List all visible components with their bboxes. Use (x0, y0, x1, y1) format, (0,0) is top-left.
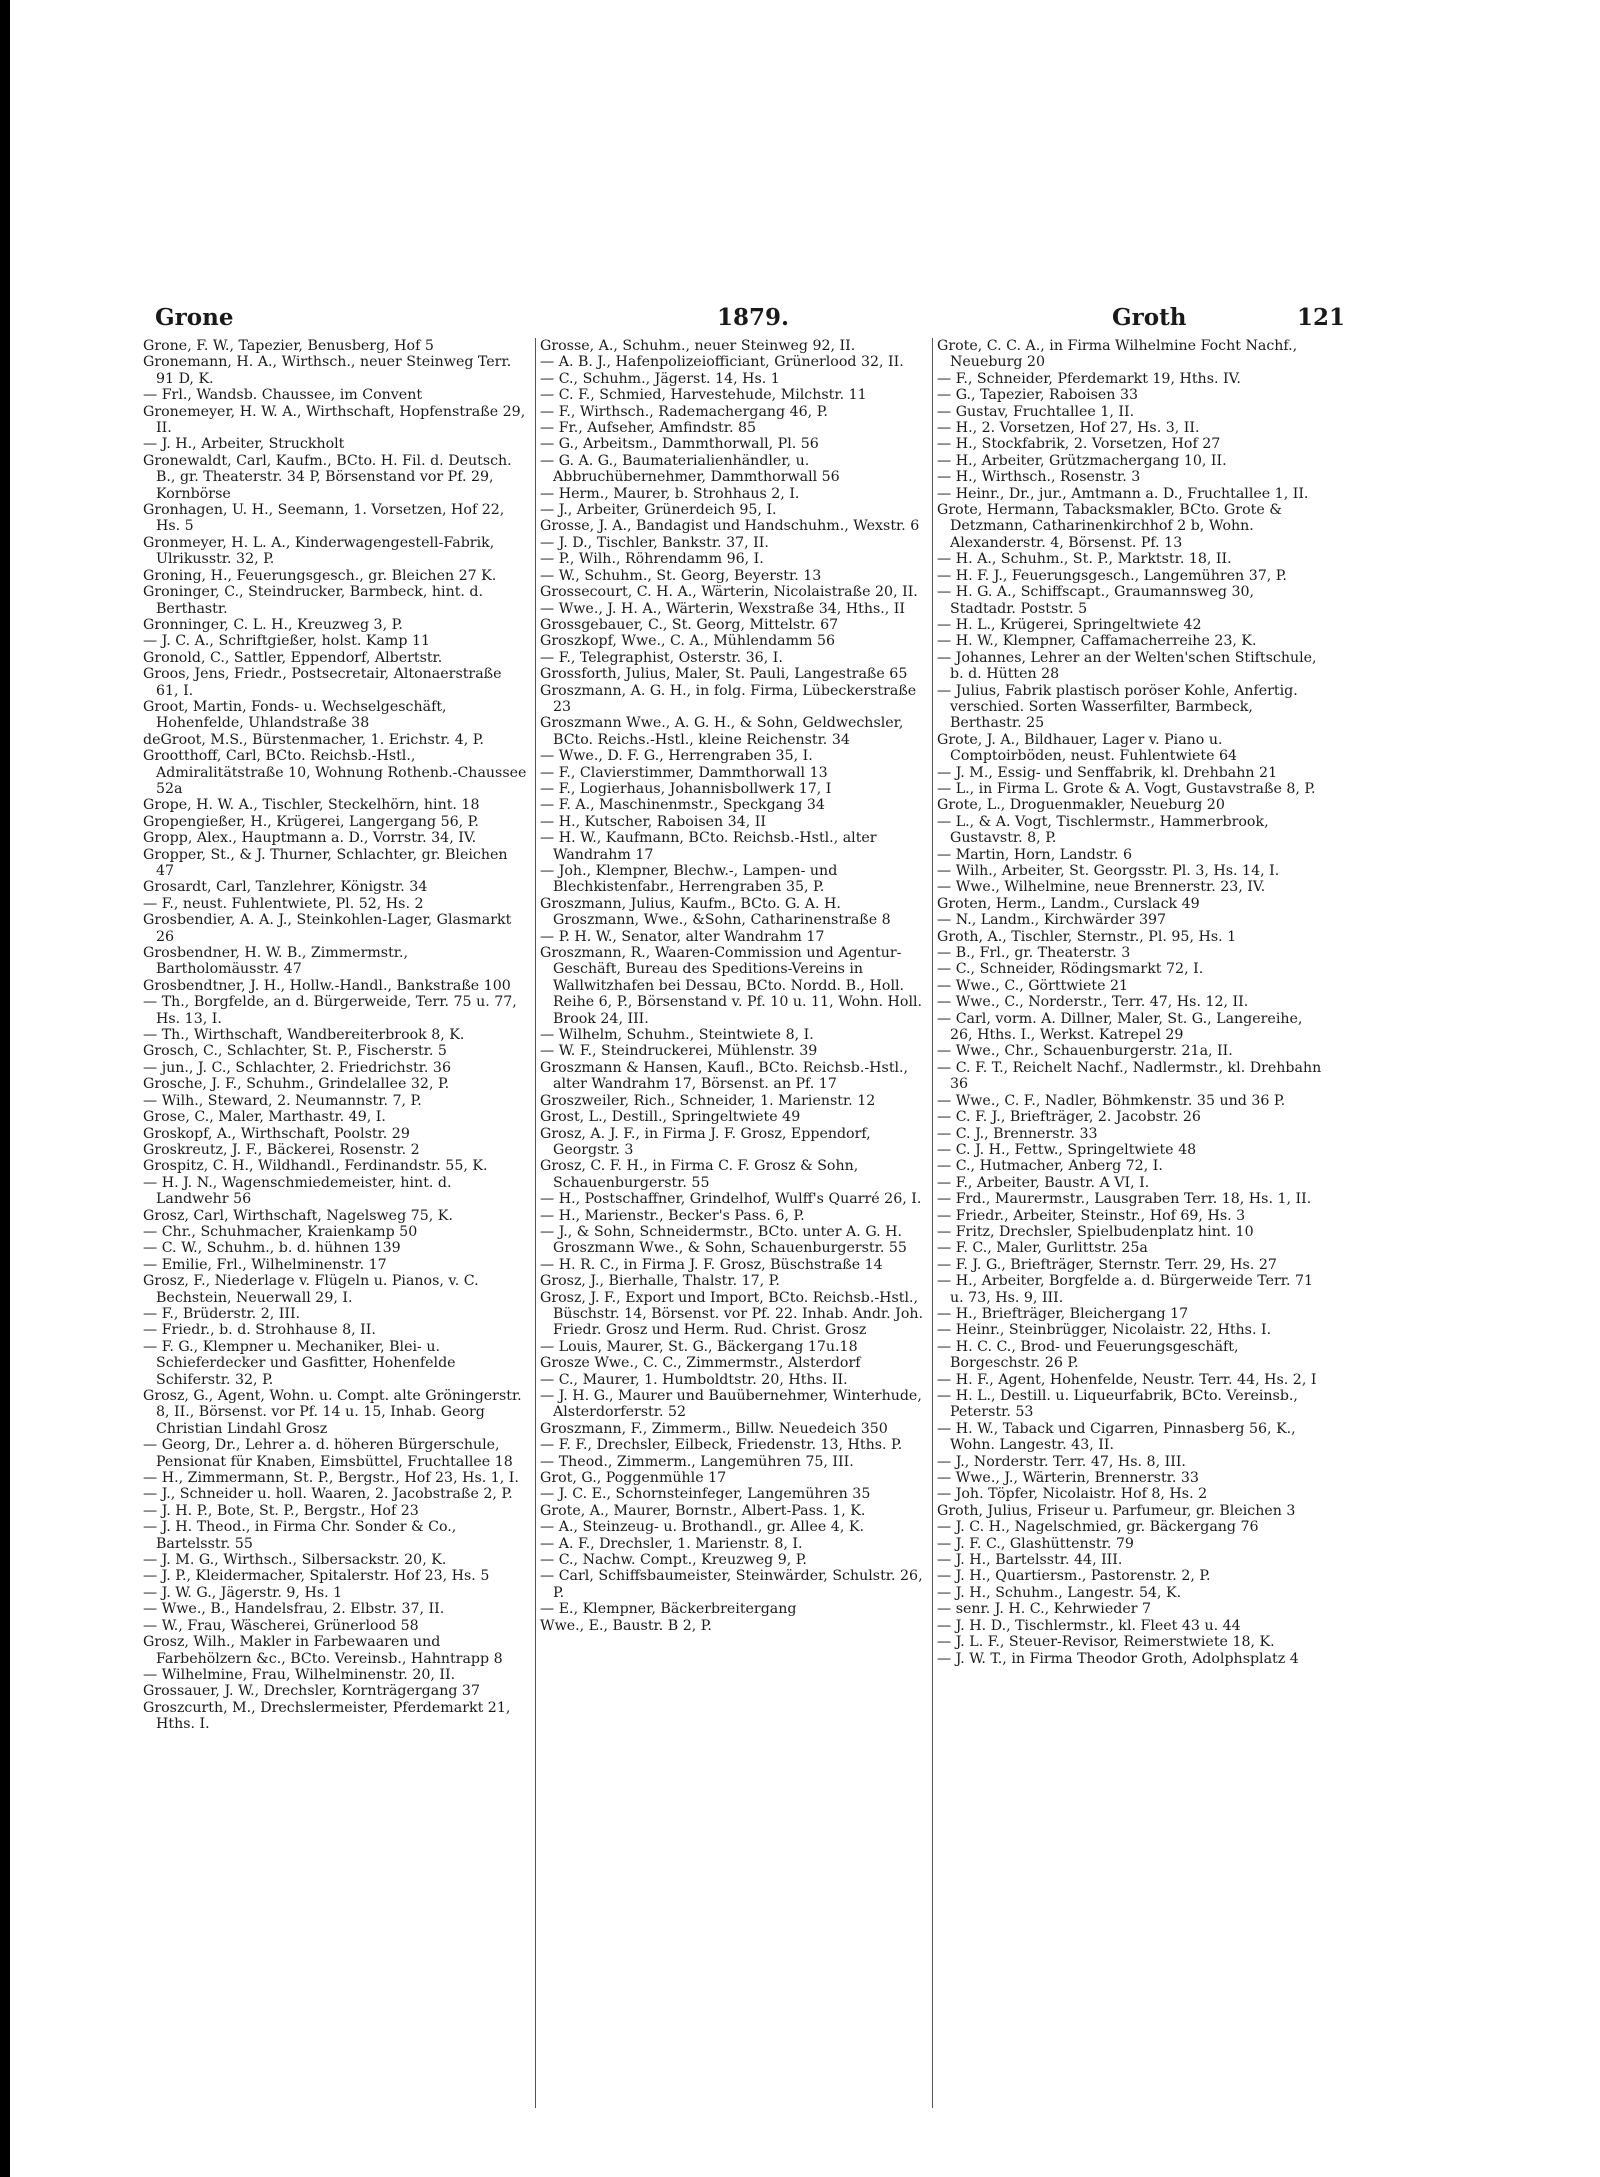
directory-entry: — H., Marienstr., Becker's Pass. 6, P. (540, 1207, 805, 1224)
directory-entry: — Theod., Zimmerm., Langemühren 75, III. (540, 1453, 854, 1470)
directory-entry: Gronhagen, U. H., Seemann, 1. Vorsetzen, Hof 22, Hs. 5 (143, 502, 505, 535)
directory-entry: — C. J. H., Fettw., Springeltwiete 48 (937, 1141, 1197, 1158)
directory-entry: Groszweiler, Rich., Schneider, 1. Marienstr. 12 (540, 1092, 876, 1109)
directory-entry: Grosche, J. F., Schuhm., Grindelallee 32, P. (143, 1076, 450, 1093)
directory-entry: — J. F. C., Glashüttenstr. 79 (937, 1535, 1134, 1552)
directory-entry: Grote, Hermann, Tabacksmakler, BCto. Grote & Detzmann, Catharinenkirchhof 2 b, Wohn. Alexanderstr. 4, Börsenst. Pf. 13 (937, 502, 1282, 551)
directory-entry: — J. D., Tischler, Bankstr. 37, II. (540, 534, 769, 551)
directory-entry: — F., Logierhaus, Johannisbollwerk 17, I (540, 780, 832, 797)
directory-entry: — Wwe., Wilhelmine, neue Brennerstr. 23, IV. (937, 879, 1266, 896)
directory-entry: — Frd., Maurermstr., Lausgraben Terr. 18, Hs. 1, II. (937, 1191, 1312, 1208)
column-1 (143, 338, 528, 2118)
directory-entry: Grote, J. A., Bildhauer, Lager v. Piano u. Comptoirböden, neust. Fuhlentwiete 64 (937, 731, 1238, 765)
directory-entry: — H., Arbeiter, Borgfelde a. d. Bürgerweide Terr. 71 u. 73, Hs. 9, III. (937, 1273, 1314, 1306)
directory-entry: — Wilh., Arbeiter, St. Georgsstr. Pl. 3, Hs. 14, I. (937, 863, 1280, 879)
directory-entry: — Carl, vorm. A. Dillner, Maler, St. G., Langereihe, 26, Hths. I., Werkst. Katrepel 29 (937, 1010, 1303, 1044)
directory-entry: — Heinr., Steinbrügger, Nicolaistr. 22, Hths. I. (937, 1322, 1272, 1339)
directory-entry: — C., Schneider, Rödingsmarkt 72, I. (937, 961, 1204, 978)
directory-entry: — Th., Wirthschaft, Wandbereiterbrook 8, K. (143, 1027, 465, 1044)
directory-entry: — H., Zimmermann, St. P., Bergstr., Hof 23, Hs. 1, I. (143, 1470, 519, 1487)
directory-entry: — J. W. T., in Firma Theodor Groth, Adolphsplatz 4 (937, 1650, 1299, 1667)
directory-entry: — H. A., Schuhm., St. P., Marktstr. 18, II. (937, 551, 1232, 568)
directory-entry: — Herm., Maurer, b. Strohhaus 2, I. (540, 485, 800, 502)
directory-entry: Grote, A., Maurer, Bornstr., Albert-Pass. 1, K. (540, 1502, 866, 1519)
directory-entry: — H., 2. Vorsetzen, Hof 27, Hs. 3, II. (937, 420, 1200, 437)
column-2 (540, 338, 925, 2118)
directory-entry: Grosz, C. F. H., in Firma C. F. Grosz & Sohn, Schauenburgerstr. 55 (540, 1158, 859, 1191)
directory-entry: Gronninger, C. L. H., Kreuzweg 3, P. (143, 616, 403, 633)
directory-entry: — G., Tapezier, Raboisen 33 (937, 387, 1139, 404)
column-3 (937, 338, 1322, 2118)
directory-entry: — Gustav, Fruchtallee 1, II. (937, 403, 1135, 420)
directory-entry: Groszmann, Julius, Kaufm., BCto. G. A. H. Groszmann, Wwe., &Sohn, Catharinenstraße 8 (540, 895, 891, 929)
directory-entry: — jun., J. C., Schlachter, 2. Friedrichstr. 36 (143, 1059, 451, 1076)
directory-entry: — C. F., Schmied, Harvestehude, Milchstr. 11 (540, 387, 867, 404)
directory-entry: Grosch, C., Schlachter, St. P., Fischerstr. 5 (143, 1043, 447, 1060)
directory-entry: — Heinr., Dr., jur., Amtmann a. D., Fruchtallee 1, II. (937, 485, 1309, 502)
directory-entry: — Wwe., J., Wärterin, Brennerstr. 33 (937, 1470, 1199, 1487)
directory-entry: — P. H. W., Senator, alter Wandrahm 17 (540, 928, 825, 945)
directory-entry: — F. G., Klempner u. Mechaniker, Blei- u. Schieferdecker und Gasfitter, Hohenfelde Schiferstr. 32, P. (143, 1338, 456, 1388)
directory-entry: — H., Briefträger, Bleichergang 17 (937, 1305, 1189, 1322)
directory-entry: — H. F. J., Feuerungsgesch., Langemühren 37, P. (937, 567, 1287, 584)
directory-entry: Grone, F. W., Tapezier, Benusberg, Hof 5 (143, 338, 434, 354)
directory-entry: — Wwe., C., Görttwiete 21 (937, 977, 1129, 994)
directory-entry: — J. M. G., Wirthsch., Silbersackstr. 20, K. (143, 1552, 447, 1569)
directory-entry: — H., Postschaffner, Grindelhof, Wulff's Quarré 26, I. (540, 1191, 922, 1208)
directory-entry: — H. G. A., Schiffscapt., Graumannsweg 30, Stadtadr. Poststr. 5 (937, 584, 1255, 617)
directory-entry: — J. M., Essig- und Senffabrik, kl. Drehbahn 21 (937, 764, 1278, 781)
directory-entry: Groth, Julius, Friseur u. Parfumeur, gr. Bleichen 3 (937, 1502, 1296, 1519)
directory-entry: Gronemeyer, H. W. A., Wirthschaft, Hopfenstraße 29, II. (143, 403, 526, 437)
directory-entry: Gronmeyer, H. L. A., Kinderwagengestell-Fabrik, Ulrikusstr. 32, P. (143, 534, 495, 568)
directory-entry: — H., Arbeiter, Grützmachergang 10, II. (937, 452, 1227, 469)
directory-entry: — C., Nachw. Compt., Kreuzweg 9, P. (540, 1552, 807, 1569)
directory-entry: Groszmann & Hansen, Kaufl., BCto. Reichsb.-Hstl., alter Wandrahm 17, Börsenst. an Pf. 17 (540, 1059, 909, 1093)
scan-edge-bar (0, 0, 10, 2177)
directory-entry: — J., & Sohn, Schneidermstr., BCto. unter A. G. H. Groszmann Wwe., & Sohn, Schauenburgerstr. 55 (540, 1223, 907, 1257)
directory-entry: — H. L., Destill. u. Liqueurfabrik, BCto. Vereinsb., Peterstr. 53 (937, 1388, 1298, 1421)
directory-entry: Grossecourt, C. H. A., Wärterin, Nicolaistraße 20, II. (540, 584, 918, 601)
directory-entry: — F., Clavierstimmer, Dammthorwall 13 (540, 764, 828, 781)
directory-entry: — Fritz, Drechsler, Spielbudenplatz hint. 10 (937, 1223, 1254, 1240)
directory-entry: — A. F., Drechsler, 1. Marienstr. 8, I. (540, 1535, 803, 1552)
header-right-keyword: Groth (1112, 304, 1187, 331)
directory-entry: Gronemann, H. A., Wirthsch., neuer Steinweg Terr. 91 D, K. (143, 354, 512, 387)
directory-entry: Groninger, C., Steindrucker, Barmbeck, hint. d. Berthastr. (143, 584, 484, 617)
directory-entry: — Wwe., C., Norderstr., Terr. 47, Hs. 12, II. (937, 994, 1249, 1011)
directory-entry: Gropengießer, H., Krügerei, Langergang 56, P. (143, 813, 479, 830)
directory-entry: — J., Arbeiter, Grünerdeich 95, I. (540, 502, 777, 519)
directory-entry: Grose, C., Maler, Marthastr. 49, I. (143, 1109, 386, 1126)
directory-entry: — N., Landm., Kirchwärder 397 (937, 912, 1167, 929)
directory-entry: — H. W., Taback und Cigarren, Pinnasberg 56, K., Wohn. Langestr. 43, II. (937, 1420, 1296, 1454)
directory-entry: — Wwe., Chr., Schauenburgerstr. 21a, II. (937, 1043, 1233, 1060)
directory-entry: Gronold, C., Sattler, Eppendorf, Albertstr. (143, 649, 443, 666)
directory-entry: — H. L., Krügerei, Springeltwiete 42 (937, 616, 1202, 633)
directory-entry: Grote, C. C. A., in Firma Wilhelmine Focht Nachf., Neueburg 20 (937, 338, 1298, 371)
directory-entry: — H. F., Agent, Hohenfelde, Neustr. Terr. 44, Hs. 2, I (937, 1371, 1317, 1388)
directory-entry: — Frl., Wandsb. Chaussee, im Convent (143, 387, 423, 404)
directory-entry: — F. A., Maschinenmstr., Speckgang 34 (540, 797, 825, 814)
directory-entry: — W. F., Steindruckerei, Mühlenstr. 39 (540, 1043, 818, 1060)
directory-entry: — C., Hutmacher, Anberg 72, I. (937, 1158, 1163, 1175)
directory-entry: — Carl, Schiffsbaumeister, Steinwärder, Schulstr. 26, P. (540, 1568, 923, 1601)
directory-entry: — J. H., Bartelsstr. 44, III. (937, 1552, 1123, 1569)
directory-entry: — Wwe., B., Handelsfrau, 2. Elbstr. 37, II. (143, 1601, 445, 1618)
directory-entry: Gropp, Alex., Hauptmann a. D., Vorrstr. 34, IV. (143, 830, 477, 847)
directory-page (135, 296, 1346, 2126)
directory-entry: — J. W. G., Jägerstr. 9, Hs. 1 (143, 1584, 343, 1601)
directory-entry: Grosz, J., Bierhalle, Thalstr. 17, P. (540, 1273, 780, 1290)
directory-entry: — E., Klempner, Bäckerbreitergang (540, 1601, 797, 1618)
directory-entry: Groszcurth, M., Drechslermeister, Pferdemarkt 21, Hths. I. (143, 1699, 511, 1733)
directory-entry: Grosse, A., Schuhm., neuer Steinweg 92, II. (540, 338, 856, 354)
header-left-keyword: Grone (155, 304, 234, 331)
directory-entry: — Chr., Schuhmacher, Kraienkamp 50 (143, 1223, 418, 1240)
directory-entry: — J. H. G., Maurer und Bauübernehmer, Winterhude, Alsterdorferstr. 52 (540, 1388, 922, 1421)
directory-entry: — Wwe., C. F., Nadler, Böhmkenstr. 35 und 36 P. (937, 1092, 1286, 1109)
directory-entry: — Joh. Töpfer, Nicolaistr. Hof 8, Hs. 2 (937, 1486, 1208, 1503)
directory-entry: — C. F. T., Reichelt Nachf., Nadlermstr., kl. Drehbahn 36 (937, 1059, 1322, 1093)
directory-entry: Groos, Jens, Friedr., Postsecretair, Altonaerstraße 61, I. (143, 666, 502, 699)
directory-entry: — J., Norderstr. Terr. 47, Hs. 8, III. (937, 1453, 1186, 1470)
directory-entry: — Wilhelm, Schuhm., Steintwiete 8, I. (540, 1027, 814, 1044)
directory-entry: Grosbendtner, J. H., Hollw.-Handl., Bankstraße 100 (143, 977, 511, 994)
directory-entry: Grosbendier, A. A. J., Steinkohlen-Lager, Glasmarkt 26 (143, 912, 512, 945)
directory-entry: Grosardt, Carl, Tanzlehrer, Königstr. 34 (143, 879, 428, 896)
directory-entry: — C., Maurer, 1. Humboldtstr. 20, Hths. II. (540, 1371, 848, 1388)
directory-entry: — F., Wirthsch., Rademachergang 46, P. (540, 403, 828, 420)
directory-entry: Grosse, J. A., Bandagist und Handschuhm., Wexstr. 6 (540, 518, 920, 535)
directory-entry: Gropper, St., & J. Thurner, Schlachter, gr. Bleichen 47 (143, 846, 508, 879)
directory-entry: — Emilie, Frl., Wilhelminenstr. 17 (143, 1256, 387, 1273)
directory-entry: Groning, H., Feuerungsgesch., gr. Bleichen 27 K. (143, 567, 497, 584)
directory-entry: — L., in Firma L. Grote & A. Vogt, Gustavstraße 8, P. (937, 780, 1316, 797)
directory-entry: Grosz, F., Niederlage v. Flügeln u. Pianos, v. C. Bechstein, Neuerwall 29, I. (143, 1273, 479, 1306)
directory-entry: — Wilh., Steward, 2. Neumannstr. 7, P. (143, 1092, 422, 1109)
directory-entry: Groszmann, F., Zimmerm., Billw. Neuedeich 350 (540, 1420, 888, 1437)
directory-columns (143, 338, 1323, 2118)
directory-entry: Grossauer, J. W., Drechsler, Kornträgergang 37 (143, 1683, 480, 1700)
directory-entry: — Friedr., b. d. Strohhause 8, II. (143, 1322, 376, 1339)
directory-entry: — W., Frau, Wäscherei, Grünerlood 58 (143, 1617, 419, 1634)
directory-entry: — F. C., Maler, Gurlittstr. 25a (937, 1240, 1148, 1257)
directory-entry: — G. A. G., Baumaterialienhändler, u. Abbruchübernehmer, Dammthorwall 56 (540, 452, 840, 486)
directory-entry: Grosze Wwe., C. C., Zimmermstr., Alsterdorf (540, 1355, 861, 1372)
directory-entry: — F., neust. Fuhlentwiete, Pl. 52, Hs. 2 (143, 895, 424, 912)
directory-entry: — J. H., Schuhm., Langestr. 54, K. (937, 1584, 1182, 1601)
directory-entry: — Johannes, Lehrer an der Welten'schen Stiftschule, b. d. Hütten 28 (937, 649, 1317, 683)
directory-entry: — Joh., Klempner, Blechw.-, Lampen- und Blechkistenfabr., Herrengraben 35, P. (540, 863, 838, 896)
directory-entry: — C., Schuhm., Jägerst. 14, Hs. 1 (540, 370, 780, 387)
directory-entry: Groot, Martin, Fonds- u. Wechselgeschäft, Hohenfelde, Uhlandstraße 38 (143, 698, 447, 732)
directory-entry: Grost, L., Destill., Springeltwiete 49 (540, 1109, 801, 1126)
directory-entry: — F., Brüderstr. 2, III. (143, 1305, 301, 1322)
directory-entry: — Fr., Aufseher, Amfindstr. 85 (540, 420, 757, 437)
directory-entry: — J. H. P., Bote, St. P., Bergstr., Hof 23 (143, 1502, 419, 1519)
directory-entry: — J., Schneider u. holl. Waaren, 2. Jacobstraße 2, P. (143, 1486, 513, 1503)
directory-entry: — J. L. F., Steuer-Revisor, Reimerstwiete 18, K. (937, 1634, 1275, 1651)
directory-entry: — F., Telegraphist, Osterstr. 36, I. (540, 649, 783, 666)
directory-entry: Grote, L., Droguenmakler, Neueburg 20 (937, 797, 1225, 814)
directory-entry: — Wwe., J. H. A., Wärterin, Wexstraße 34, Hths., II (540, 600, 906, 617)
directory-entry: — Louis, Maurer, St. G., Bäckergang 17u.18 (540, 1338, 858, 1355)
directory-entry: — G., Arbeitsm., Dammthorwall, Pl. 56 (540, 436, 819, 453)
directory-entry: Groth, A., Tischler, Sternstr., Pl. 95, Hs. 1 (937, 928, 1237, 945)
directory-entry: — A. B. J., Hafenpolizeiofficiant, Grünerlood 32, II. (540, 354, 904, 371)
directory-entry: Grosz, Wilh., Makler in Farbewaaren und Farbehölzern &c., BCto. Vereinsb., Hahntrapp 8 (143, 1634, 503, 1667)
directory-entry: — Wwe., D. F. G., Herrengraben 35, I. (540, 748, 813, 765)
directory-entry: Groskopf, A., Wirthschaft, Poolstr. 29 (143, 1125, 410, 1142)
page-header (147, 304, 1346, 340)
directory-entry: — Friedr., Arbeiter, Steinstr., Hof 69, Hs. 3 (937, 1207, 1246, 1224)
page-number: 121 (1297, 304, 1346, 331)
directory-entry: — Georg, Dr., Lehrer a. d. höheren Bürgerschule, Pensionat für Knaben, Eimsbüttel, Fruchtallee 18 (143, 1437, 513, 1470)
directory-entry: — C. J., Brennerstr. 33 (937, 1125, 1098, 1142)
directory-entry: — L., & A. Vogt, Tischlermstr., Hammerbrook, Gustavstr. 8, P. (937, 813, 1269, 847)
directory-entry: Groten, Herm., Landm., Curslack 49 (937, 895, 1200, 912)
directory-entry: Grosz, J. F., Export und Import, BCto. Reichsb.-Hstl., Büschstr. 14, Börsenst. vor Pf. 22. Inhab. Andr. Joh. Friedr. Grosz und Herm. Rud. Christ. Grosz (540, 1289, 924, 1339)
directory-entry: — H. J. N., Wagenschmiedemeister, hint. d. Landwehr 56 (143, 1174, 452, 1208)
directory-entry: — C. F. J., Briefträger, 2. Jacobstr. 26 (937, 1109, 1201, 1126)
directory-entry: — J. H. D., Tischlermstr., kl. Fleet 43 u. 44 (937, 1617, 1241, 1634)
directory-entry: — J. C. A., Schriftgießer, holst. Kamp 11 (143, 633, 431, 650)
directory-entry: — Julius, Fabrik plastisch poröser Kohle, Anfertig. verschied. Sorten Wasserfilter, Barmbeck, Berthastr. 25 (937, 682, 1298, 732)
directory-entry: Gronewaldt, Carl, Kaufm., BCto. H. Fil. d. Deutsch. B., gr. Theaterstr. 34 P, Börsenstand vor Pf. 29, Kornbörse (143, 452, 512, 502)
directory-entry: — F. F., Drechsler, Eilbeck, Friedenstr. 13, Hths. P. (540, 1437, 903, 1454)
directory-entry: — J. H., Arbeiter, Struckholt (143, 436, 345, 453)
directory-entry: — P., Wilh., Röhrendamm 96, I. (540, 551, 764, 568)
directory-entry: — J. P., Kleidermacher, Spitalerstr. Hof 23, Hs. 5 (143, 1568, 490, 1585)
directory-entry: Groszmann Wwe., A. G. H., & Sohn, Geldwechsler, BCto. Reichs.-Hstl., kleine Reichenstr. 34 (540, 715, 904, 748)
directory-entry: — J. C. E., Schornsteinfeger, Langemühren 35 (540, 1486, 871, 1503)
directory-entry: — F., Schneider, Pferdemarkt 19, Hths. IV. (937, 370, 1241, 387)
header-year: 1879. (717, 304, 790, 331)
directory-entry: deGroot, M.S., Bürstenmacher, 1. Erichstr. 4, P. (143, 731, 484, 748)
directory-entry: — Th., Borgfelde, an d. Bürgerweide, Terr. 75 u. 77, Hs. 13, I. (143, 994, 517, 1027)
directory-entry: Grosbendner, H. W. B., Zimmermstr., Bartholomäusstr. 47 (143, 945, 409, 978)
directory-entry: Grossgebauer, C., St. Georg, Mittelstr. 67 (540, 616, 839, 633)
directory-entry: — B., Frl., gr. Theaterstr. 3 (937, 945, 1131, 962)
directory-entry: — F., Arbeiter, Baustr. A VI, I. (937, 1174, 1150, 1191)
directory-entry: — J. C. H., Nagelschmied, gr. Bäckergang 76 (937, 1519, 1259, 1536)
directory-entry: Grossforth, Julius, Maler, St. Pauli, Langestraße 65 (540, 666, 908, 683)
directory-entry: Groszmann, A. G. H., in folg. Firma, Lübeckerstraße 23 (540, 682, 917, 715)
directory-entry: — senr. J. H. C., Kehrwieder 7 (937, 1601, 1152, 1618)
directory-entry: — A., Steinzeug- u. Brothandl., gr. Allee 4, K. (540, 1519, 864, 1536)
directory-entry: Grootthoff, Carl, BCto. Reichsb.-Hstl., Admiralitätstraße 10, Wohnung Rothenb.-Chaussee 52a (143, 748, 527, 797)
directory-entry: — H. W., Klempner, Caffamacherreihe 23, K. (937, 633, 1257, 650)
directory-entry: Grope, H. W. A., Tischler, Steckelhörn, hint. 18 (143, 797, 480, 814)
directory-entry: — H. C. C., Brod- und Feuerungsgeschäft, Borgeschstr. 26 P. (937, 1338, 1239, 1372)
directory-entry: — H., Kutscher, Raboisen 34, II (540, 813, 766, 830)
directory-entry: — H. W., Kaufmann, BCto. Reichsb.-Hstl., alter Wandrahm 17 (540, 830, 877, 863)
directory-entry: Grosz, A. J. F., in Firma J. F. Grosz, Eppendorf, Georgstr. 3 (540, 1125, 871, 1158)
directory-entry: — J. H. Theod., in Firma Chr. Sonder & Co., Bartelsstr. 55 (143, 1519, 457, 1552)
directory-entry: — J. H., Quartiersm., Pastorenstr. 2, P. (937, 1568, 1211, 1585)
directory-entry: Grosz, Carl, Wirthschaft, Nagelsweg 75, K. (143, 1207, 453, 1224)
directory-entry: Grosz, G., Agent, Wohn. u. Compt. alte Gröningerstr. 8, II., Börsenst. vor Pf. 14 u. 15, Inhab. Georg Christian Lindahl Grosz (143, 1388, 522, 1437)
directory-entry: Groszmann, R., Waaren-Commission und Agentur-Geschäft, Bureau des Speditions-Vereins in Wallwitzhafen bei Dessau, BCto. Nordd. B., Holl. Reihe 6, P., Börsenstand v. Pf. 10 u. 11, Wohn. Holl. Brook 24, III. (540, 945, 923, 1027)
directory-entry: Wwe., E., Baustr. B 2, P. (540, 1617, 712, 1634)
directory-entry: — Wilhelmine, Frau, Wilhelminenstr. 20, II. (143, 1666, 456, 1683)
directory-entry: — W., Schuhm., St. Georg, Beyerstr. 13 (540, 567, 822, 584)
directory-entry: Grot, G., Poggenmühle 17 (540, 1470, 727, 1487)
directory-entry: — H. R. C., in Firma J. F. Grosz, Büschstraße 14 (540, 1256, 883, 1273)
directory-entry: — C. W., Schuhm., b. d. hühnen 139 (143, 1240, 401, 1257)
directory-entry: — H., Wirthsch., Rosenstr. 3 (937, 469, 1141, 486)
directory-entry: — F. J. G., Briefträger, Sternstr. Terr. 29, Hs. 27 (937, 1256, 1277, 1273)
directory-entry: — Martin, Horn, Landstr. 6 (937, 846, 1133, 863)
directory-entry: Groskreutz, J. F., Bäckerei, Rosenstr. 2 (143, 1141, 420, 1158)
directory-entry: Grospitz, C. H., Wildhandl., Ferdinandstr. 55, K. (143, 1158, 488, 1175)
directory-entry: — H., Stockfabrik, 2. Vorsetzen, Hof 27 (937, 436, 1221, 453)
directory-entry: Groszkopf, Wwe., C. A., Mühlendamm 56 (540, 633, 836, 650)
